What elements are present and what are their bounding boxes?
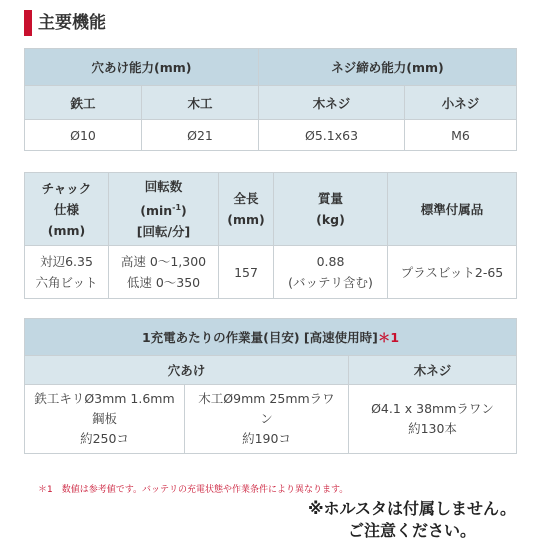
workload-screw-cell: Ø4.1 x 38mmラワン 約130本 (349, 385, 517, 454)
workload-header: 1充電あたりの作業量(目安) [高速使用時]＊1 (25, 319, 517, 356)
screw-capacity-header: ネジ締め能力(mm) (259, 49, 517, 86)
workload-table (24, 318, 517, 454)
holster-notice: ※ホルスタは付属しません。 ご注意ください。 (307, 499, 516, 540)
mass-value: 0.88 (バッテリ含む) (274, 246, 388, 299)
capacity-table (24, 48, 517, 151)
workload-steel-cell: 鉄工キリØ3mm 1.6mm 鋼板 約250コ (25, 385, 185, 454)
col-wood: 木工 (142, 86, 259, 120)
speed-header-line3: [回転/分] (136, 224, 191, 240)
accessory-header: 標準付属品 (388, 173, 517, 246)
length-value: 157 (219, 246, 274, 299)
workload-wood-cell: 木工Ø9mm 25mmラワ ン 約190コ (185, 385, 349, 454)
col-machine-screw: 小ネジ (405, 86, 517, 120)
workload-drill-header: 穴あけ (25, 356, 349, 385)
chuck-header-line1: チャック (41, 180, 92, 196)
chuck-header (25, 173, 109, 246)
value-wood: Ø21 (142, 120, 259, 151)
title-accent-bar (24, 10, 32, 36)
footnote: ＊1 数値は参考値です。バッテリの充電状態や作業条件により異なります。 (38, 485, 349, 495)
chuck-header-line3: (mm) (47, 222, 86, 238)
value-wood-screw: Ø5.1x63 (259, 120, 405, 151)
drill-capacity-header: 穴あけ能力(mm) (25, 49, 259, 86)
mass-header: 質量 (kg) (274, 173, 388, 246)
speed-header-line1: 回転数 (144, 178, 183, 194)
accessory-value: プラスビット2-65 (388, 246, 517, 299)
workload-screw-header: 木ネジ (349, 356, 517, 385)
col-wood-screw: 木ネジ (259, 86, 405, 120)
length-header: 全長 (mm) (219, 173, 274, 246)
col-steel: 鉄工 (25, 86, 142, 120)
chuck-value: 対辺6.35 六角ビット (25, 246, 109, 299)
speed-header (109, 173, 219, 246)
value-machine-screw: M6 (405, 120, 517, 151)
chuck-header-line2: 仕様 (53, 201, 79, 217)
speed-value: 高速 0～1,300 低速 0～350 (109, 246, 219, 299)
page-title: 主要機能 (38, 13, 106, 33)
spec-table (24, 172, 517, 299)
footnote-mark: ＊1 (377, 330, 400, 345)
value-steel: Ø10 (25, 120, 142, 151)
speed-header-line2: $(\min^{-1})$ (140, 202, 187, 219)
